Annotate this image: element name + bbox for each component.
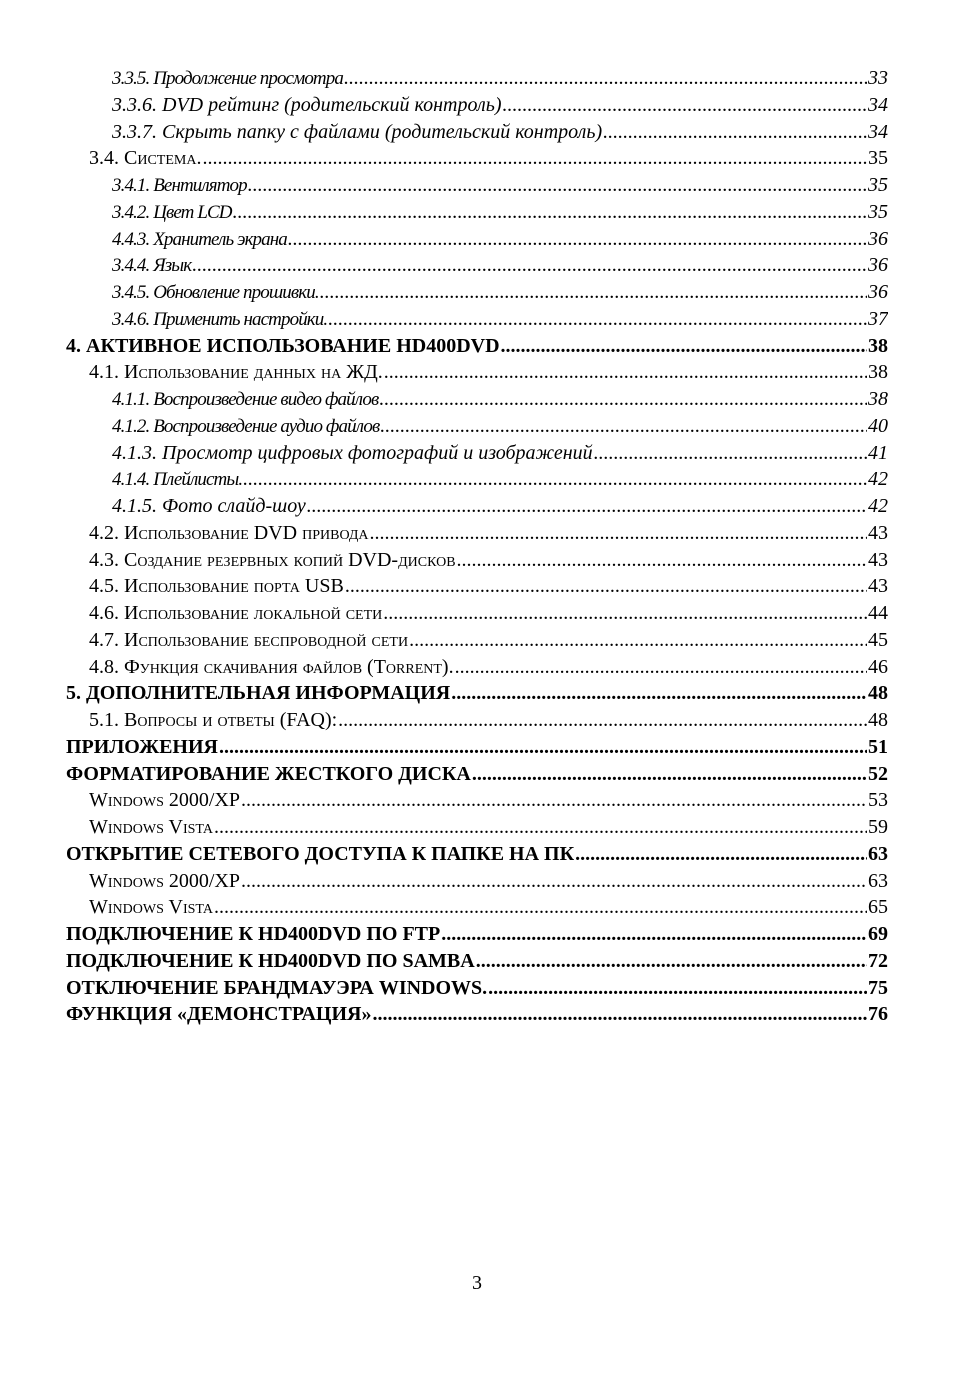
toc-entry-title: 5. ДОПОЛНИТЕЛЬНАЯ ИНФОРМАЦИЯ <box>66 682 451 705</box>
toc-entry[interactable] <box>66 145 888 172</box>
dot-leader <box>214 814 867 841</box>
toc-entry[interactable] <box>66 359 888 386</box>
toc-entry[interactable] <box>66 573 888 600</box>
toc-entry-title: 4.7. Использование беспроводной сети <box>89 628 409 651</box>
dot-leader <box>441 921 867 948</box>
toc-entry-page: 34 <box>868 120 888 143</box>
page-number: 3 <box>472 1272 482 1294</box>
dot-leader <box>243 466 867 493</box>
toc-entry-title: 4. АКТИВНОЕ ИСПОЛЬЗОВАНИЕ HD400DVD <box>66 334 500 357</box>
toc-entry-title: Windows 2000/XP <box>89 789 240 812</box>
toc-entry-page: 33 <box>868 67 888 89</box>
toc-entry-page: 43 <box>868 521 888 544</box>
table-of-contents <box>66 65 888 1028</box>
dot-leader <box>241 787 867 814</box>
dot-leader <box>233 199 867 226</box>
toc-entry-page: 37 <box>868 307 888 330</box>
toc-entry-title: 4.1.1. Воспроизведение видео файлов <box>112 389 379 410</box>
dot-leader <box>501 333 867 360</box>
dot-leader <box>344 65 867 92</box>
toc-entry-page: 35 <box>868 200 888 223</box>
toc-entry[interactable] <box>66 252 888 279</box>
toc-entry[interactable] <box>66 600 888 627</box>
dot-leader <box>202 145 867 172</box>
dot-leader <box>248 172 867 199</box>
toc-entry-page: 46 <box>868 655 888 678</box>
toc-entry-title: ФУНКЦИЯ «ДЕМОНСТРАЦИЯ» <box>66 1003 372 1026</box>
toc-entry[interactable] <box>66 654 888 681</box>
toc-entry-page: 38 <box>868 361 888 384</box>
toc-entry[interactable] <box>66 894 888 921</box>
toc-entry[interactable] <box>66 975 888 1002</box>
toc-entry[interactable] <box>66 627 888 654</box>
toc-entry[interactable] <box>66 921 888 948</box>
toc-entry[interactable] <box>66 413 888 440</box>
toc-entry-page: 45 <box>868 628 888 651</box>
toc-entry-title: 4.8. Функция скачивания файлов (Torrent). <box>89 655 454 678</box>
toc-entry-page: 65 <box>868 896 888 919</box>
toc-entry-page: 35 <box>868 147 888 170</box>
toc-entry-page: 51 <box>868 735 888 758</box>
toc-entry-title: Windows Vista <box>89 896 213 919</box>
dot-leader <box>455 654 867 681</box>
toc-entry[interactable] <box>66 65 888 92</box>
toc-entry-title: 3.4.1. Вентилятор <box>112 175 247 196</box>
toc-entry-title: ФОРМАТИРОВАНИЕ ЖЕСТКОГО ДИСКА <box>66 762 471 785</box>
toc-entry[interactable] <box>66 868 888 895</box>
toc-entry-title: 4.3. Создание резервных копий DVD-дисков <box>89 548 456 571</box>
dot-leader <box>241 868 867 895</box>
toc-entry-title: 3.4.6. Применить настройки. <box>112 308 328 330</box>
toc-entry-title: 3.4.5. Обновление прошивки. <box>112 282 319 303</box>
toc-entry-page: 35 <box>868 174 888 196</box>
toc-entry[interactable] <box>66 466 888 493</box>
toc-entry-page: 38 <box>868 334 888 357</box>
dot-leader <box>345 573 867 600</box>
dot-leader <box>307 493 867 520</box>
toc-entry[interactable] <box>66 279 888 306</box>
toc-entry[interactable] <box>66 520 888 547</box>
dot-leader <box>488 975 867 1002</box>
dot-leader <box>603 119 867 146</box>
dot-leader <box>372 1001 867 1028</box>
toc-entry[interactable] <box>66 119 888 146</box>
toc-entry-title: ОТКЛЮЧЕНИЕ БРАНДМАУЭРА WINDOWS. <box>66 976 488 999</box>
toc-entry-title: 4.6. Использование локальной сети <box>89 602 383 624</box>
toc-entry-title: 4.4.3. Хранитель экрана <box>112 228 287 250</box>
toc-entry[interactable] <box>66 547 888 574</box>
toc-entry-page: 43 <box>868 575 888 598</box>
toc-entry[interactable] <box>66 199 888 226</box>
dot-leader <box>214 894 867 921</box>
toc-entry[interactable] <box>66 92 888 119</box>
toc-entry[interactable] <box>66 680 888 707</box>
toc-entry-title: 4.1.2. Воспроизведение аудио файлов <box>112 415 380 437</box>
toc-entry-page: 48 <box>868 709 888 731</box>
toc-entry-page: 36 <box>868 281 888 303</box>
toc-entry[interactable] <box>66 814 888 841</box>
toc-entry-page: 69 <box>868 923 888 945</box>
toc-entry[interactable] <box>66 306 888 333</box>
dot-leader <box>575 841 867 868</box>
toc-entry-title: 3.3.7. Скрыть папку с файлами (родительский контроль) <box>112 120 603 143</box>
dot-leader <box>594 440 867 467</box>
toc-entry-page: 42 <box>868 495 888 517</box>
dot-leader <box>219 734 867 761</box>
dot-leader <box>380 413 867 440</box>
toc-entry-title: 4.2. Использование DVD привода <box>89 521 369 544</box>
toc-entry-title: Windows Vista <box>89 816 213 838</box>
toc-entry-title: 3.4.2. Цвет LCD <box>112 201 232 223</box>
toc-entry-page: 44 <box>868 602 888 624</box>
dot-leader <box>328 306 867 333</box>
toc-entry[interactable] <box>66 172 888 199</box>
toc-entry[interactable] <box>66 841 888 868</box>
dot-leader <box>338 707 867 734</box>
toc-entry-title: 4.1.4. Плейлисты. <box>112 469 243 491</box>
dot-leader <box>288 226 867 253</box>
toc-entry-title: 3.4.4. Язык <box>112 255 192 277</box>
toc-entry-page: 40 <box>868 414 888 437</box>
toc-entry-title: ПОДКЛЮЧЕНИЕ К HD400DVD ПО SAMBA <box>66 949 475 972</box>
toc-entry-title: 4.1.3. Просмотр цифровых фотографий и изображений <box>112 441 593 464</box>
dot-leader <box>409 627 867 654</box>
dot-leader <box>370 520 867 547</box>
toc-entry-page: 42 <box>868 468 888 491</box>
toc-entry[interactable] <box>66 787 888 814</box>
toc-entry[interactable] <box>66 386 888 413</box>
dot-leader <box>476 948 867 975</box>
toc-entry-page: 48 <box>868 682 888 705</box>
toc-entry-page: 36 <box>868 254 888 277</box>
dot-leader <box>384 359 867 386</box>
toc-entry-page: 43 <box>868 548 888 571</box>
toc-entry-page: 63 <box>868 842 888 865</box>
toc-entry-title: 3.3.6. DVD рейтинг (родительский контроль) <box>112 93 502 116</box>
toc-entry[interactable] <box>66 761 888 788</box>
toc-entry-page: 63 <box>868 869 888 892</box>
toc-entry-title: 3.3.5. Продолжение просмотра <box>112 68 343 89</box>
dot-leader <box>320 279 867 306</box>
toc-entry-page: 34 <box>868 93 888 116</box>
toc-entry-page: 36 <box>868 227 888 250</box>
dot-leader <box>502 92 867 119</box>
toc-entry-page: 41 <box>868 441 888 464</box>
toc-entry[interactable] <box>66 440 888 467</box>
toc-entry-title: 4.1.5. Фото слайд-шоу <box>112 495 306 517</box>
toc-entry[interactable] <box>66 493 888 520</box>
toc-entry-title: ПОДКЛЮЧЕНИЕ К HD400DVD ПО FTP <box>66 923 441 945</box>
toc-entry-page: 59 <box>868 816 888 838</box>
toc-entry[interactable] <box>66 707 888 734</box>
toc-entry-title: ПРИЛОЖЕНИЯ <box>66 735 218 758</box>
toc-entry-page: 75 <box>868 976 888 999</box>
toc-entry-page: 38 <box>868 388 888 410</box>
toc-entry-page: 52 <box>868 762 888 785</box>
toc-entry[interactable] <box>66 734 888 761</box>
toc-entry[interactable] <box>66 226 888 253</box>
dot-leader <box>457 547 867 574</box>
toc-entry-title: 4.5. Использование порта USB <box>89 575 344 598</box>
dot-leader <box>192 252 867 279</box>
dot-leader <box>383 600 867 627</box>
toc-entry-page: 76 <box>868 1003 888 1026</box>
toc-entry[interactable] <box>66 1001 888 1028</box>
toc-entry-page: 53 <box>868 789 888 812</box>
toc-entry-title: 4.1. Использование данных на ЖД. <box>89 361 383 384</box>
toc-entry-title: Windows 2000/XP <box>89 869 240 892</box>
toc-entry-page: 72 <box>868 949 888 972</box>
dot-leader <box>472 761 867 788</box>
toc-entry[interactable] <box>66 333 888 360</box>
toc-entry-title: ОТКРЫТИЕ СЕТЕВОГО ДОСТУПА К ПАПКЕ НА ПК <box>66 842 575 865</box>
dot-leader <box>379 386 867 413</box>
toc-entry[interactable] <box>66 948 888 975</box>
dot-leader <box>451 680 867 707</box>
toc-entry-title: 3.4. Система. <box>89 147 202 170</box>
toc-entry-title: 5.1. Вопросы и ответы (FAQ): <box>89 709 338 731</box>
